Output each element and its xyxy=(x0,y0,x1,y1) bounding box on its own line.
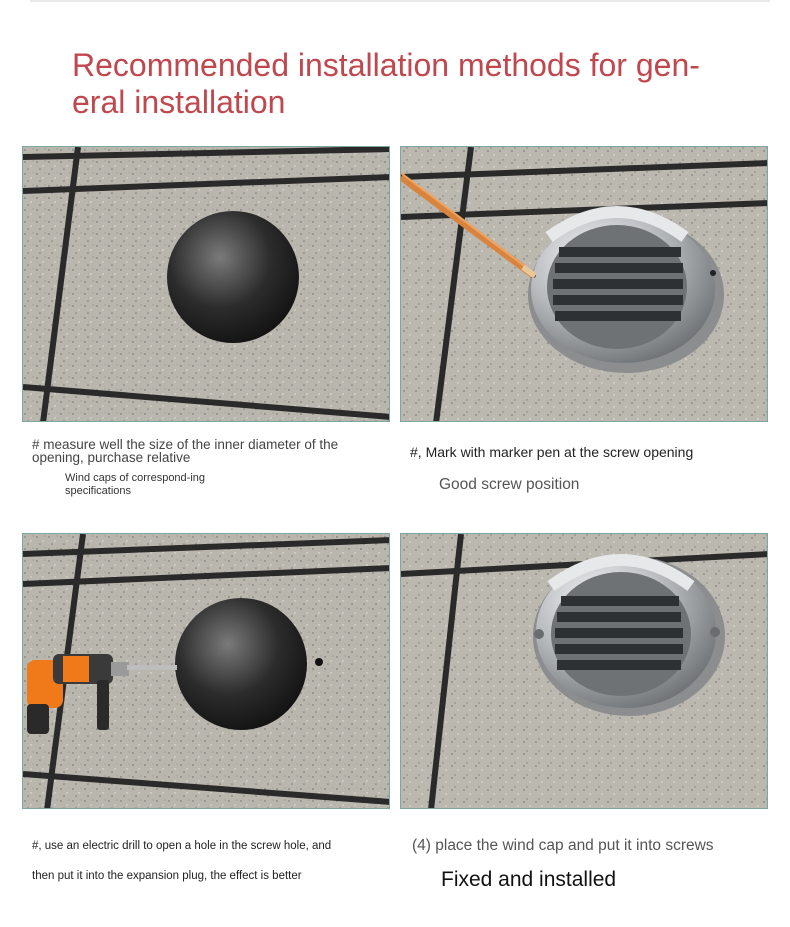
step-4-image xyxy=(400,533,768,809)
step-3-image xyxy=(22,533,390,809)
top-divider xyxy=(30,0,770,2)
step-2-caption: #, Mark with marker pen at the screw opening xyxy=(410,444,694,460)
step-1-image xyxy=(22,146,390,422)
step-4-caption: (4) place the wind cap and put it into screws xyxy=(412,837,714,854)
page-title: Recommended installation methods for gen-eral installation xyxy=(72,47,700,121)
step-3-caption: #, use an electric drill to open a hole in the screw hole, and xyxy=(32,840,332,852)
step-1-subcaption: Wind caps of correspond-ing specifications xyxy=(65,472,206,497)
step-2-image xyxy=(400,146,768,422)
step-2-subcaption: Good screw position xyxy=(439,476,580,493)
step-4-subcaption: Fixed and installed xyxy=(441,868,617,891)
step-3-subcaption: then put it into the expansion plug, the effect is better xyxy=(32,870,302,882)
step-1-caption: # measure well the size of the inner diameter of the opening, purchase relative xyxy=(32,437,339,465)
